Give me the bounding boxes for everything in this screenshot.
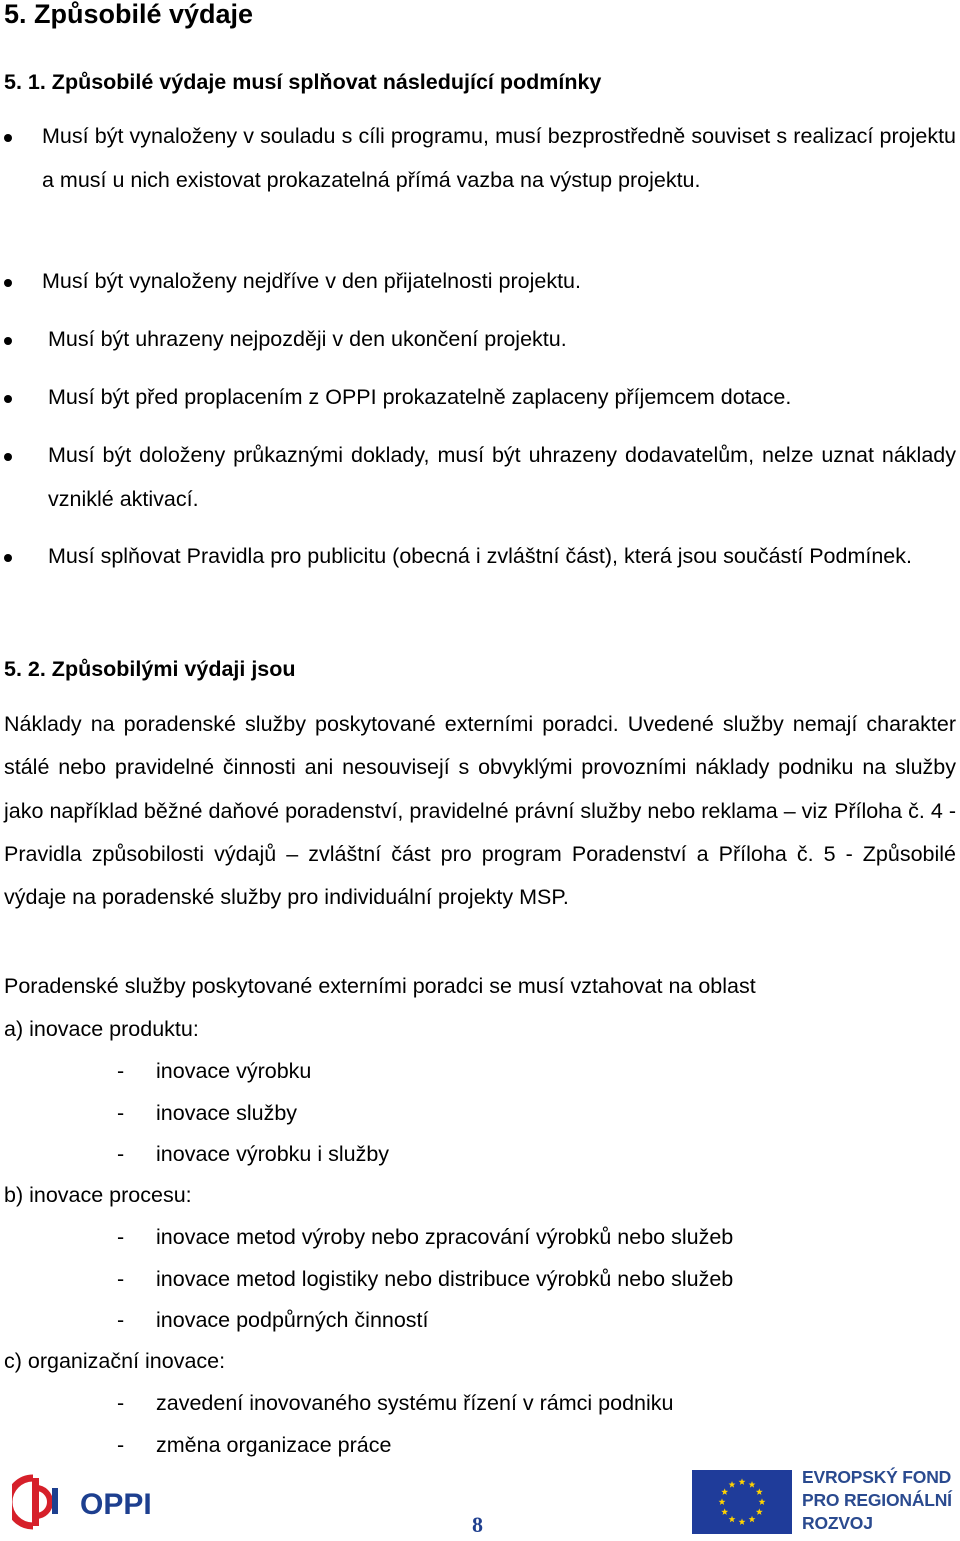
eu-flag-icon (692, 1470, 792, 1534)
dash-marker: - (117, 1059, 125, 1083)
bullet-icon (4, 134, 12, 142)
bullet-item: Musí být uhrazeny nejpozději v den ukončení projektu. (48, 327, 567, 351)
group-label: b) inovace procesu: (4, 1183, 192, 1207)
list-item: inovace metod výroby nebo zpracování výrobků nebo služeb (156, 1225, 734, 1249)
dash-marker: - (117, 1308, 125, 1332)
bullet-item: Musí být vynaloženy v souladu s cíli programu, musí bezprostředně souviset s realizací projektu a musí u nich existovat prokazatelná přímá vazba na výstup projektu. (42, 124, 956, 192)
page-number: 8 (472, 1512, 483, 1537)
group-label: c) organizační inovace: (4, 1349, 226, 1373)
section-2-intro: Poradenské služby poskytované externími poradci se musí vztahovat na oblast (4, 974, 756, 998)
bullet-icon (4, 554, 12, 562)
eu-logo-line: PRO REGIONÁLNÍ (802, 1490, 952, 1510)
bullet-item: Musí být před proplacením z OPPI prokazatelně zaplaceny příjemcem dotace. (48, 385, 792, 409)
oppi-logo-text: OPPI (80, 1488, 152, 1521)
section-2-title: 5. 2. Způsobilými výdaji jsou (4, 657, 296, 681)
dash-marker: - (117, 1142, 125, 1166)
list-item: zavedení inovovaného systému řízení v rámci podniku (156, 1391, 674, 1415)
bullet-icon (4, 279, 12, 287)
list-item: inovace výrobku i služby (156, 1142, 390, 1166)
list-item: inovace podpůrných činností (156, 1308, 429, 1332)
bullet-item: Musí být vynaloženy nejdříve v den přijatelnosti projektu. (42, 269, 581, 293)
page-heading: 5. Způsobilé výdaje (4, 0, 254, 29)
list-item: inovace služby (156, 1101, 298, 1125)
bullet-icon (4, 337, 12, 345)
oppi-logo (12, 1474, 172, 1530)
dash-marker: - (117, 1101, 125, 1125)
section-1-title: 5. 1. Způsobilé výdaje musí splňovat následující podmínky (4, 70, 602, 94)
list-item: inovace metod logistiky nebo distribuce výrobků nebo služeb (156, 1267, 734, 1291)
dash-marker: - (117, 1391, 125, 1415)
dash-marker: - (117, 1225, 125, 1249)
bullet-item: Musí být doloženy průkaznými doklady, musí být uhrazeny dodavatelům, nelze uznat náklady vzniklé aktivací. (48, 443, 956, 511)
eu-logo-line: ROZVOJ (802, 1513, 873, 1533)
eu-fund-logo-text (802, 1466, 958, 1535)
bullet-icon (4, 453, 12, 461)
group-label: a) inovace produktu: (4, 1017, 199, 1041)
bullet-icon (4, 395, 12, 403)
dash-marker: - (117, 1433, 125, 1457)
eu-logo-line: EVROPSKÝ FOND (802, 1467, 952, 1487)
section-2-paragraph: Náklady na poradenské služby poskytované externími poradci. Uvedené služby nemají charakter stálé nebo pravidelné činnosti ani nesouvisejí s obvyklými provozními náklady podniku na služby jako například běžné daňové poradenství, pravidelné právní služby nebo reklama – viz Příloha č. 4 - Pravidla způsobilosti výdajů – zvláštní část pro program Poradenství a Příloha č. 5 - Způsobilé výdaje na poradenské služby pro individuální projekty MSP. (4, 712, 956, 910)
list-item: inovace výrobku (156, 1059, 312, 1083)
dash-marker: - (117, 1267, 125, 1291)
list-item: změna organizace práce (156, 1433, 392, 1457)
bullet-item: Musí splňovat Pravidla pro publicitu (obecná i zvláštní část), která jsou součástí Podmínek. (48, 544, 912, 568)
